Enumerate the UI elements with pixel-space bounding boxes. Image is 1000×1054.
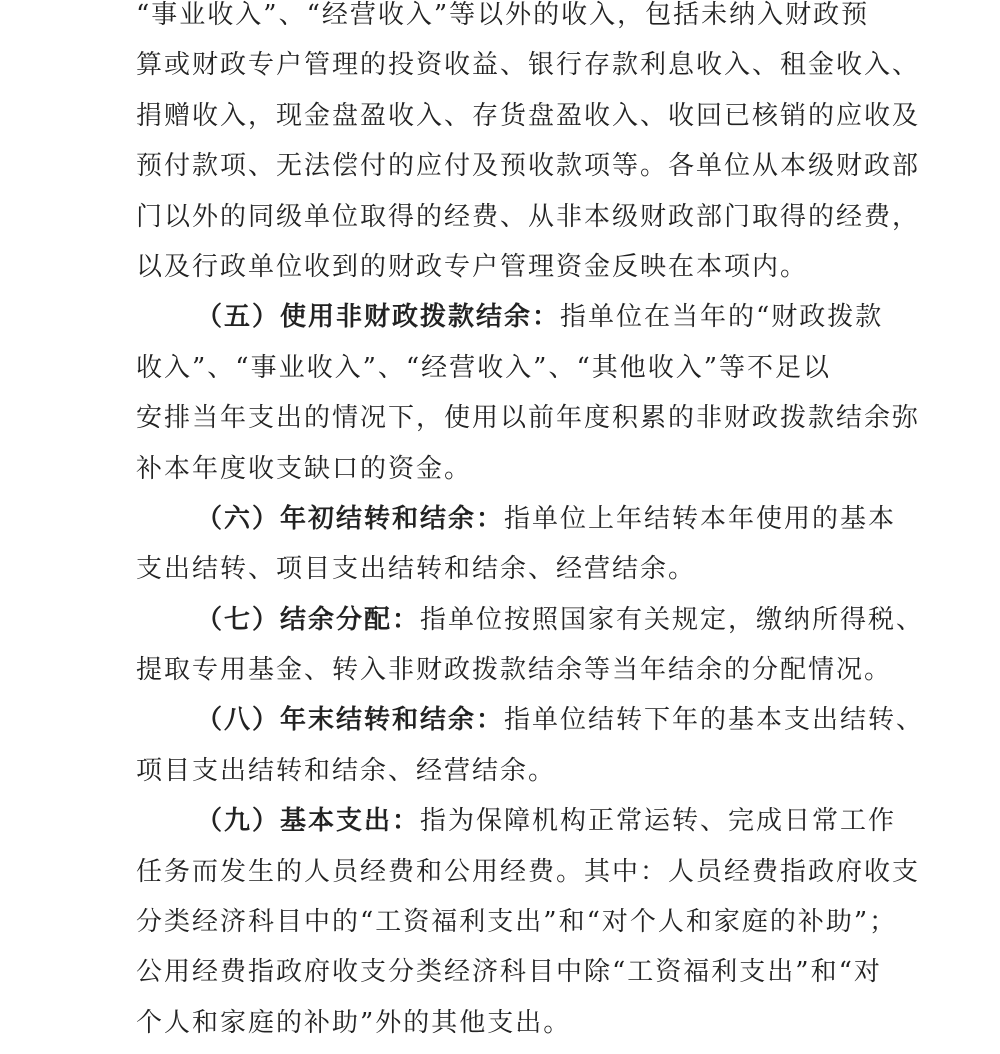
text-line: [136, 198, 921, 248]
section-title: （六）年初结转和结余：: [196, 503, 505, 534]
text-line: [136, 349, 896, 399]
text-line: [136, 651, 896, 701]
line-text: 指单位结转下年的基本支出结转、: [504, 705, 925, 736]
section-heading-line: [136, 298, 896, 348]
text-line: [136, 0, 896, 46]
line-text: 公用经费指政府收支分类经济科目中除“工资福利支出”和“对: [136, 957, 882, 988]
section-title: （八）年末结转和结余：: [196, 705, 505, 736]
text-line: [136, 1004, 896, 1054]
line-text: 指单位按照国家有关规定，缴纳所得税、: [420, 604, 925, 635]
text-line: [136, 46, 921, 96]
line-text: 以及行政单位收到的财政专户管理资金反映在本项内。: [136, 251, 809, 282]
line-text: 分类经济科目中的“工资福利支出”和“对个人和家庭的补助”；: [136, 907, 898, 938]
section-heading-line: [136, 500, 896, 550]
section-heading-line: [136, 701, 925, 751]
line-text: 收入”、“事业收入”、“经营收入”、“其他收入”等不足以: [136, 352, 832, 383]
text-line: [136, 752, 896, 802]
section-title: （七）结余分配：: [196, 604, 421, 635]
section-heading-line: [136, 601, 925, 651]
line-text: 项目支出结转和结余、经营结余。: [136, 755, 557, 786]
line-text: 指单位上年结转本年使用的基本: [504, 503, 897, 534]
document-page: [136, 0, 925, 1054]
section-title: （九）基本支出：: [196, 806, 421, 837]
line-text: 安排当年支出的情况下，使用以前年度积累的非财政拨款结余弥: [136, 403, 921, 434]
line-text: 个人和家庭的补助”外的其他支出。: [136, 1007, 572, 1038]
text-line: [136, 248, 896, 298]
line-text: 提取专用基金、转入非财政拨款结余等当年结余的分配情况。: [136, 655, 893, 686]
line-text: 预付款项、无法偿付的应付及预收款项等。各单位从本级财政部: [136, 151, 921, 182]
section-heading-line: [136, 802, 896, 852]
text-line: [136, 399, 921, 449]
line-text: 补本年度收支缺口的资金。: [136, 453, 473, 484]
line-text: 指单位在当年的“财政拨款: [560, 302, 884, 333]
line-text: 捐赠收入，现金盘盈收入、存货盘盈收入、收回已核销的应收及: [136, 100, 921, 131]
line-text: 支出结转、项目支出结转和结余、经营结余。: [136, 554, 697, 585]
text-line: [136, 550, 896, 600]
text-line: [136, 953, 896, 1003]
text-line: [136, 97, 921, 147]
line-text: 任务而发生的人员经费和公用经费。其中：人员经费指政府收支: [136, 856, 921, 887]
line-text: 门以外的同级单位取得的经费、从非本级财政部门取得的经费，: [136, 201, 921, 232]
line-text: “事业收入”、“经营收入”等以外的收入，包括未纳入财政预: [136, 0, 870, 30]
text-line: [136, 450, 896, 500]
text-line: [136, 853, 921, 903]
text-line: [136, 903, 896, 953]
line-text: 指为保障机构正常运转、完成日常工作: [420, 806, 897, 837]
section-title: （五）使用非财政拨款结余：: [196, 302, 561, 333]
text-line: [136, 147, 921, 197]
line-text: 算或财政专户管理的投资收益、银行存款利息收入、租金收入、: [136, 50, 921, 81]
